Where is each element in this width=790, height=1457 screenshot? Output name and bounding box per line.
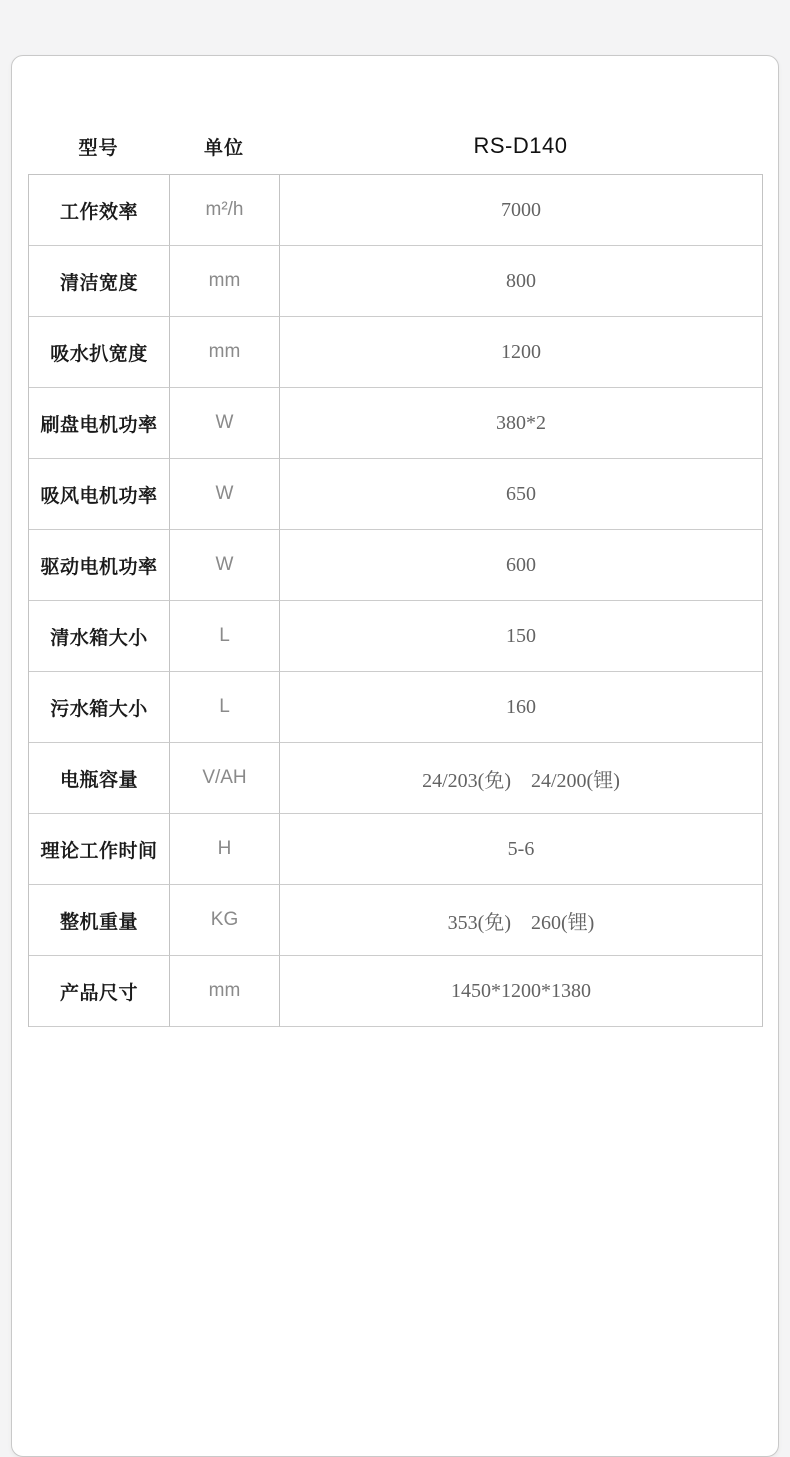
table-row (29, 814, 763, 885)
table-row (29, 459, 763, 530)
spec-name-cell: 驱动电机功率 (29, 530, 170, 601)
spec-unit-cell: mm (170, 246, 280, 317)
table-row (29, 388, 763, 459)
spec-name-cell: 理论工作时间 (29, 814, 170, 885)
spec-unit-cell: W (170, 388, 280, 459)
spec-value-cell: 1450*1200*1380 (280, 956, 763, 1027)
spec-unit-cell: W (170, 530, 280, 601)
spec-value-cell: 160 (280, 672, 763, 743)
spec-unit-cell: L (170, 672, 280, 743)
spec-value-cell: 7000 (280, 175, 763, 246)
spec-value-cell: 600 (280, 530, 763, 601)
unit-column-header: 单位 (203, 137, 244, 159)
table-row (29, 317, 763, 388)
spec-name-cell: 污水箱大小 (29, 672, 170, 743)
table-row (29, 601, 763, 672)
spec-value-cell: 24/203(免) 24/200(锂) (280, 743, 763, 814)
spec-name-cell: 电瓶容量 (29, 743, 170, 814)
spec-unit-cell: m²/h (170, 175, 280, 246)
spec-unit-cell: H (170, 814, 280, 885)
spec-value-cell: 650 (280, 459, 763, 530)
spec-unit-cell: W (170, 459, 280, 530)
spec-name-cell: 整机重量 (29, 885, 170, 956)
spec-card (11, 55, 779, 1457)
spec-name-cell: 刷盘电机功率 (29, 388, 170, 459)
spec-name-cell: 吸风电机功率 (29, 459, 170, 530)
spec-unit-cell: KG (170, 885, 280, 956)
spec-unit-cell: mm (170, 317, 280, 388)
spec-value-cell: 800 (280, 246, 763, 317)
table-row (29, 175, 763, 246)
spec-name-cell: 吸水扒宽度 (29, 317, 170, 388)
spec-value-cell: 5-6 (280, 814, 763, 885)
spec-name-cell: 清洁宽度 (29, 246, 170, 317)
spec-name-cell: 产品尺寸 (29, 956, 170, 1027)
table-row (29, 743, 763, 814)
table-row (29, 956, 763, 1027)
table-row (29, 246, 763, 317)
table-row (29, 885, 763, 956)
spec-table (28, 174, 763, 1027)
spec-name-cell: 工作效率 (29, 175, 170, 246)
model-number: RS-D140 (473, 133, 568, 158)
spec-unit-cell: mm (170, 956, 280, 1027)
table-row (29, 672, 763, 743)
spec-value-cell: 150 (280, 601, 763, 672)
spec-value-cell: 1200 (280, 317, 763, 388)
spec-unit-cell: V/AH (170, 743, 280, 814)
table-row (29, 530, 763, 601)
spec-name-cell: 清水箱大小 (29, 601, 170, 672)
spec-unit-cell: L (170, 601, 280, 672)
model-column-header: 型号 (78, 137, 119, 159)
spec-value-cell: 380*2 (280, 388, 763, 459)
spec-header-row (28, 118, 762, 174)
spec-value-cell: 353(免) 260(锂) (280, 885, 763, 956)
